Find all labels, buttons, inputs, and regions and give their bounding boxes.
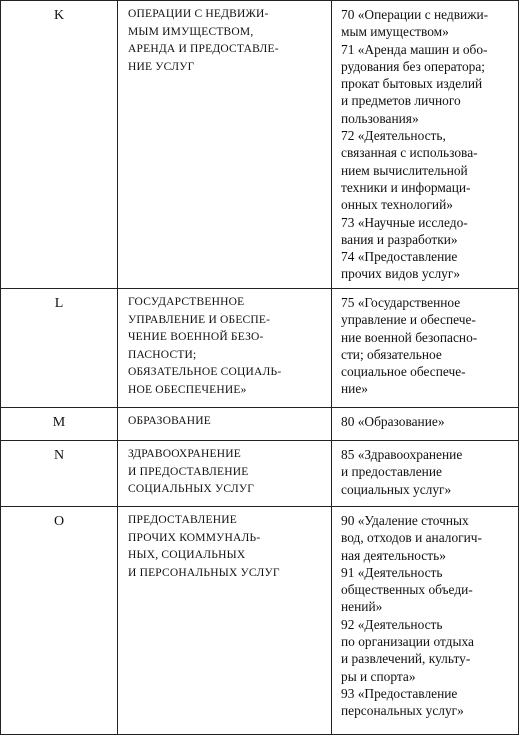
group-line: 93 «Предоставление — [341, 685, 458, 701]
group-line: общественных объеди- — [341, 582, 473, 598]
group-line: и развлечений, культу- — [341, 651, 471, 667]
group-line: ры и спорта» — [341, 668, 416, 684]
section-code: N — [1, 441, 118, 507]
group-line: 75 «Государственное — [341, 295, 461, 310]
section-title-line: И ПРЕДОСТАВЛЕНИЕ — [128, 465, 249, 478]
group-list — [332, 408, 519, 441]
group-line: персональных услуг» — [341, 703, 464, 719]
section-title-line: ПАСНОСТИ; — [128, 348, 197, 361]
section-title-line: СОЦИАЛЬНЫХ УСЛУГ — [128, 483, 255, 495]
group-line: мым имуществом» — [341, 24, 449, 40]
group-line: и предоставление — [341, 464, 442, 480]
section-title-line: АРЕНДА И ПРЕДОСТАВЛЕ- — [128, 43, 279, 55]
section-title-line: НИЕ УСЛУГ — [128, 60, 195, 73]
section-code: O — [1, 507, 118, 735]
group-line: 92 «Деятельность — [341, 616, 443, 632]
section-title — [118, 507, 332, 735]
group-line: сти; обязательное — [341, 346, 442, 362]
section-title-line: МЫМ ИМУЩЕСТВОМ, — [128, 25, 254, 38]
group-line: 90 «Удаление сточных — [341, 513, 469, 528]
section-title-line: ЧЕНИЕ ВОЕННОЙ БЕЗО- — [128, 331, 264, 343]
group-line: пользования» — [341, 110, 419, 126]
section-title — [118, 289, 332, 408]
group-line: социальное обеспече- — [341, 364, 466, 380]
group-line: ная деятельность» — [341, 547, 446, 563]
group-list — [332, 507, 519, 735]
group-line: 91 «Деятельность — [341, 564, 443, 580]
section-title-line: ОБЯЗАТЕЛЬНОЕ СОЦИАЛЬ- — [128, 366, 282, 378]
table-row — [1, 408, 519, 441]
group-line: рудования без оператора; — [341, 58, 486, 74]
group-line: вания и разработки» — [341, 231, 458, 247]
section-title-line: НЫХ, СОЦИАЛЬНЫХ — [128, 549, 246, 561]
group-line: 74 «Предоставление — [341, 249, 458, 265]
group-line: 70 «Операции с недвижи- — [341, 7, 489, 22]
table-row — [1, 507, 519, 735]
group-list — [332, 289, 519, 408]
table-row — [1, 441, 519, 507]
group-line: прочих видов услуг» — [341, 266, 461, 282]
group-line: 73 «Научные исследо- — [341, 214, 468, 230]
section-title-line: ОПЕРАЦИИ С НЕДВИЖИ- — [128, 8, 269, 20]
section-title — [118, 408, 332, 441]
group-line: 85 «Здравоохранение — [341, 447, 463, 462]
section-title-line: ГОСУДАРСТВЕННОЕ — [128, 296, 245, 308]
group-line: 71 «Аренда машин и обо- — [341, 41, 488, 57]
group-line: связанная с использова- — [341, 145, 478, 161]
section-title-line: И ПЕРСОНАЛЬНЫХ УСЛУГ — [128, 566, 280, 579]
section-code: K — [1, 1, 118, 289]
section-title — [118, 441, 332, 507]
group-line: 72 «Деятельность, — [341, 128, 446, 144]
group-line: управление и обеспече- — [341, 312, 476, 328]
section-code: M — [1, 408, 118, 441]
group-line: прокат бытовых изделий — [341, 76, 483, 92]
section-title-line: ОБРАЗОВАНИЕ — [128, 415, 212, 427]
section-title-line: ПРЕДОСТАВЛЕНИЕ — [128, 514, 237, 526]
table-row — [1, 1, 519, 289]
table-row — [1, 289, 519, 408]
group-list — [332, 1, 519, 289]
group-list — [332, 441, 519, 507]
section-code: L — [1, 289, 118, 408]
group-line: социальных услуг» — [341, 481, 452, 497]
group-line: нием вычислительной — [341, 162, 468, 178]
section-title-line: ПРОЧИХ КОММУНАЛЬ- — [128, 531, 261, 544]
section-title — [118, 1, 332, 289]
group-line: нений» — [341, 599, 383, 615]
group-line: онных технологий» — [341, 197, 453, 213]
section-title-line: УПРАВЛЕНИЕ И ОБЕСПЕ- — [128, 313, 271, 326]
group-line: ние военной безопасно- — [341, 329, 478, 345]
section-title-line: ЗДРАВООХРАНЕНИЕ — [128, 448, 242, 460]
group-line: техники и информаци- — [341, 179, 471, 195]
section-title-line: НОЕ ОБЕСПЕЧЕНИЕ» — [128, 383, 247, 396]
group-line: 80 «Образование» — [341, 414, 445, 429]
group-line: по организации отдыха — [341, 634, 474, 650]
group-line: вод, отходов и аналогич- — [341, 530, 483, 546]
group-line: ние» — [341, 381, 368, 397]
group-line: и предметов личного — [341, 93, 461, 109]
